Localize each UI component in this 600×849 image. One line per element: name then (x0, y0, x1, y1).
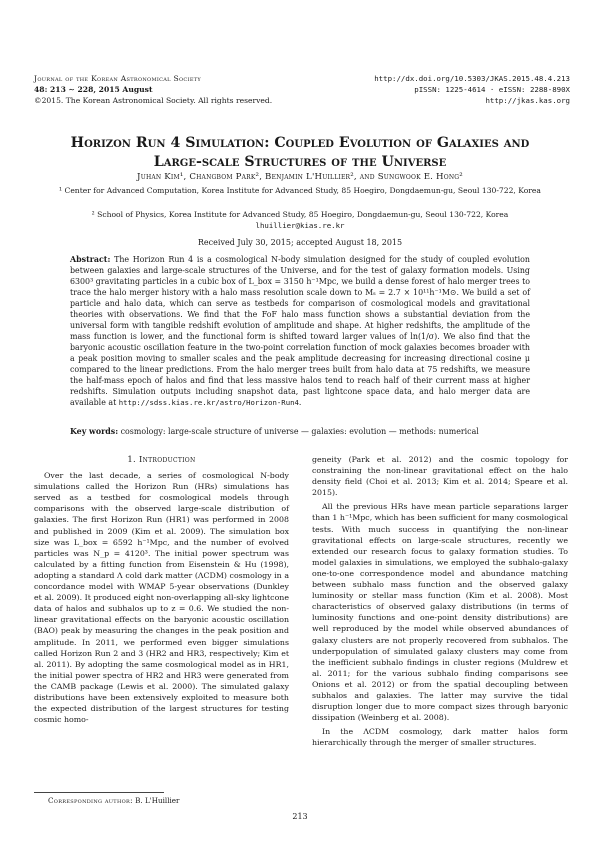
issn-line: pISSN: 1225-4614 · eISSN: 2288-890X (414, 85, 570, 94)
column-right (312, 454, 568, 748)
abstract (70, 254, 530, 408)
intro-paragraph-1: Over the last decade, a series of cosmological N-body simulations called the Horizon Run (HRs) simulations has served as a testbed for cosmological models through comparisons with the observed large-scale distribution of galaxies. The first Horizon Run (HR1) was performed in 2008 and published in 2009 (Kim et al. 2009). The simulation box size was L_box = 6592 h⁻¹Mpc, and the number of evolved particles was N_p = 4120³. The initial power spectrum was calculated by a fitting function from Eisenstein & Hu (1998), adopting a standard Λ cold dark matter (ΛCDM) cosmology in a concordance model with WMAP 5-year observations (Dunkley et al. 2009). It produced eight non-overlapping all-sky lightcone data of halos and subhalos up to z = 0.6. We studied the non-linear gravitational effects on the baryonic acoustic oscillation (BAO) peak by measuring the changes in the peak position and amplitude. In 2011, we performed even bigger simulations called Horizon Run 2 and 3 (HR2 and HR3, respectively; Kim et al. 2011). By adopting the same cosmological model as in HR1, the initial power spectra of HR2 and HR3 were generated from the CAMB package (Lewis et al. 2000). The simulated galaxy distributions have been extensively exploited to measure both the expected distribution of the largest structures for testing cosmic homo- (34, 471, 289, 725)
keywords-label: Key words: (70, 427, 119, 436)
footnote-label: Corresponding author: (48, 796, 133, 805)
corresponding-author-footnote (48, 796, 179, 805)
abstract-end: . (298, 398, 302, 407)
copyright-line: ©2015. The Korean Astronomical Society. All rights reserved. (34, 96, 273, 105)
abstract-body: The Horizon Run 4 is a cosmological N-body simulation designed for the study of coupled evolution between galaxies and large-scale structures of the Universe, and for the test of galaxy formation models. Using 6300³ gravitating particles in a cubic box of L_box = 3150 h⁻¹Mpc, we build a dense forest of halo merger trees to trace the halo merger history with a halo mass resolution scale down to Mₛ = 2.7 × 10¹¹h⁻¹M⊙. We build a set of particle and halo data, which can serve as testbeds for comparison of cosmological models and gravitational theories with observations. We find that the FoF halo mass function shows a substantial deviation from the universal form with tangible redshift evolution of amplitude and shape. At higher redshifts, the amplitude of the mass function is lower, and the functional form is shifted toward larger values of ln(1/σ). We also find that the baryonic acoustic oscillation feature in the two-point correlation function of mock galaxies becomes broader with a peak position moving to smaller scales and the peak amplitude decreasing for increasing directional cosine μ compared to the linear predictions. From the halo merger trees built from halo data at 75 redshifts, we measure the half-mass epoch of halos and find that less massive halos tend to reach half of their current mass at higher redshifts. Simulation outputs including snapshot data, past lightcone space data, and halo merger data are available at (70, 255, 531, 407)
data-url-link[interactable]: http://sdss.kias.re.kr/astro/Horizon-Run4 (118, 398, 299, 407)
doi-header (374, 73, 570, 106)
section-title-introduction: 1. Introduction (127, 454, 196, 464)
title-line-1: Horizon Run 4 Simulation: Coupled Evolution of Galaxies and (70, 135, 530, 151)
footnote-name: B. L'Huillier (135, 796, 180, 805)
abstract-label: Abstract: (70, 255, 111, 264)
footnote-rule (34, 792, 164, 793)
author-email[interactable]: lhuillier@kias.re.kr (255, 221, 345, 230)
intro-paragraph-2: All the previous HRs have mean particle separations larger than 1 h⁻¹Mpc, which has been sufficient for many cosmological tests. With much success in quantifying the non-linear gravitational effects on large-scale structures, recently we extended our research focus to galaxy formation studies. To model galaxies in simulations, we employed the subhalo-galaxy one-to-one correspondence model and abundance matching between subhalo mass function and the observed galaxy luminosity or stellar mass function (Kim et al. 2008). Most characteristics of observed galaxy distributions (in terms of luminosity functions and one-point density distributions) are well reproduced by the model while observed abundances of galaxy clusters are not properly recovered from subhalos. The underpopulation of simulated galaxy clusters may come from the inefficient subhalo findings in cluster regions (Muldrew et al. 2011; for the various subhalo finding comparisons see Onions et al. 2012) or from the spatial decoupling between subhalos and galaxies. The latter may survive the tidal disruption longer due to more compact sizes through baryonic dissipation (Weinberg et al. 2008). (312, 502, 568, 723)
column-left (34, 454, 289, 725)
page-number: 213 (292, 812, 308, 821)
keywords (70, 427, 540, 436)
doi-link[interactable]: http://dx.doi.org/10.5303/JKAS.2015.48.4.213 (374, 74, 570, 83)
journal-name: Journal of the Korean Astronomical Society (34, 74, 202, 83)
volume-line: 48: 213 ∼ 228, 2015 August (34, 85, 153, 94)
keywords-text: cosmology: large-scale structure of universe — galaxies: evolution — methods: numerical (120, 427, 479, 436)
paper-title (40, 134, 560, 172)
affiliation-1: ¹ Center for Advanced Computation, Korea Institute for Advanced Study, 85 Hoegiro, Dongdaemun-gu, Seoul 130-722, Korea (59, 186, 541, 195)
journal-header (34, 73, 272, 106)
author-list: Juhan Kim¹, Changbom Park², Benjamin L'Huillier², and Sungwook E. Hong² (137, 172, 463, 182)
intro-paragraph-3: In the ΛCDM cosmology, dark matter halos form hierarchically through the merger of smaller structures. (312, 727, 568, 748)
received-dates: Received July 30, 2015; accepted August 18, 2015 (197, 238, 403, 247)
journal-site-link[interactable]: http://jkas.kas.org (485, 96, 570, 105)
affiliation-2: ² School of Physics, Korea Institute for Advanced Study, 85 Hoegiro, Dongdaemun-gu, Seoul 130-722, Korea (91, 210, 509, 219)
intro-paragraph-1-continued: geneity (Park et al. 2012) and the cosmic topology for constraining the non-linear gravitational effect on the halo density field (Choi et al. 2013; Kim et al. 2014; Speare et al. 2015). (312, 455, 568, 498)
title-line-2: Large-scale Structures of the Universe (153, 154, 447, 170)
